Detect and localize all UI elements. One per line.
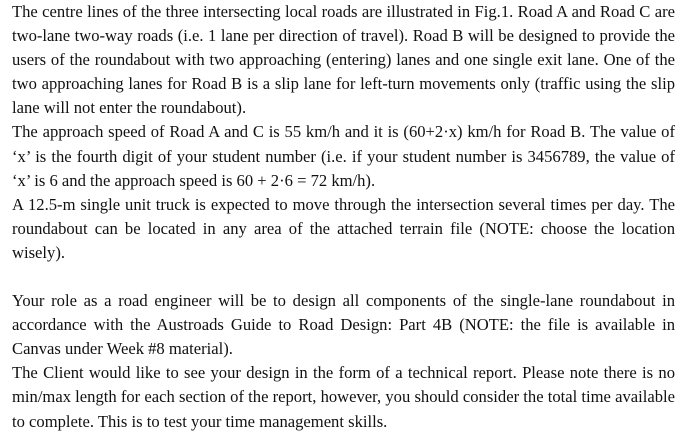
- paragraph-spacer: [12, 265, 675, 289]
- paragraph-road-description: The centre lines of the three intersecting local roads are illustrated in Fig.1. Road A and Road C are two-lane two-way roads (i.e. 1 lane per direction of travel). Road B will be designed to provide the users of the roundabout with two approaching (entering) lanes and one single exit lane. One of the two approaching lanes for Road B is a slip lane for left-turn movements only (traffic using the slip lane will not enter the roundabout).: [12, 2, 675, 118]
- paragraph-design-vehicle: A 12.5-m single unit truck is expected to move through the intersection several times per day. The roundabout can be located in any area of the attached terrain file (NOTE: choose the location wisely).: [12, 194, 675, 262]
- paragraph-client-report: The Client would like to see your design in the form of a technical report. Please note there is no min/max length for each section of the report, however, you should consider the total time available to complete. This is to test your time management skills.: [12, 363, 675, 431]
- paragraph-role: Your role as a road engineer will be to design all components of the single-lane roundabout in accordance with the Austroads Guide to Road Design: Part 4B (NOTE: the file is available in Canvas under Week #8 material).: [12, 291, 675, 359]
- paragraph-approach-speed: The approach speed of Road A and C is 55 km/h and it is (60+2·x) km/h for Road B. The value of ‘x’ is the fourth digit of your student number (i.e. if your student number is 3456789, the value of ‘x’ is 6 and the approach speed is 60 + 2·6 = 72 km/h).: [12, 122, 675, 190]
- assignment-text: [12, 0, 675, 434]
